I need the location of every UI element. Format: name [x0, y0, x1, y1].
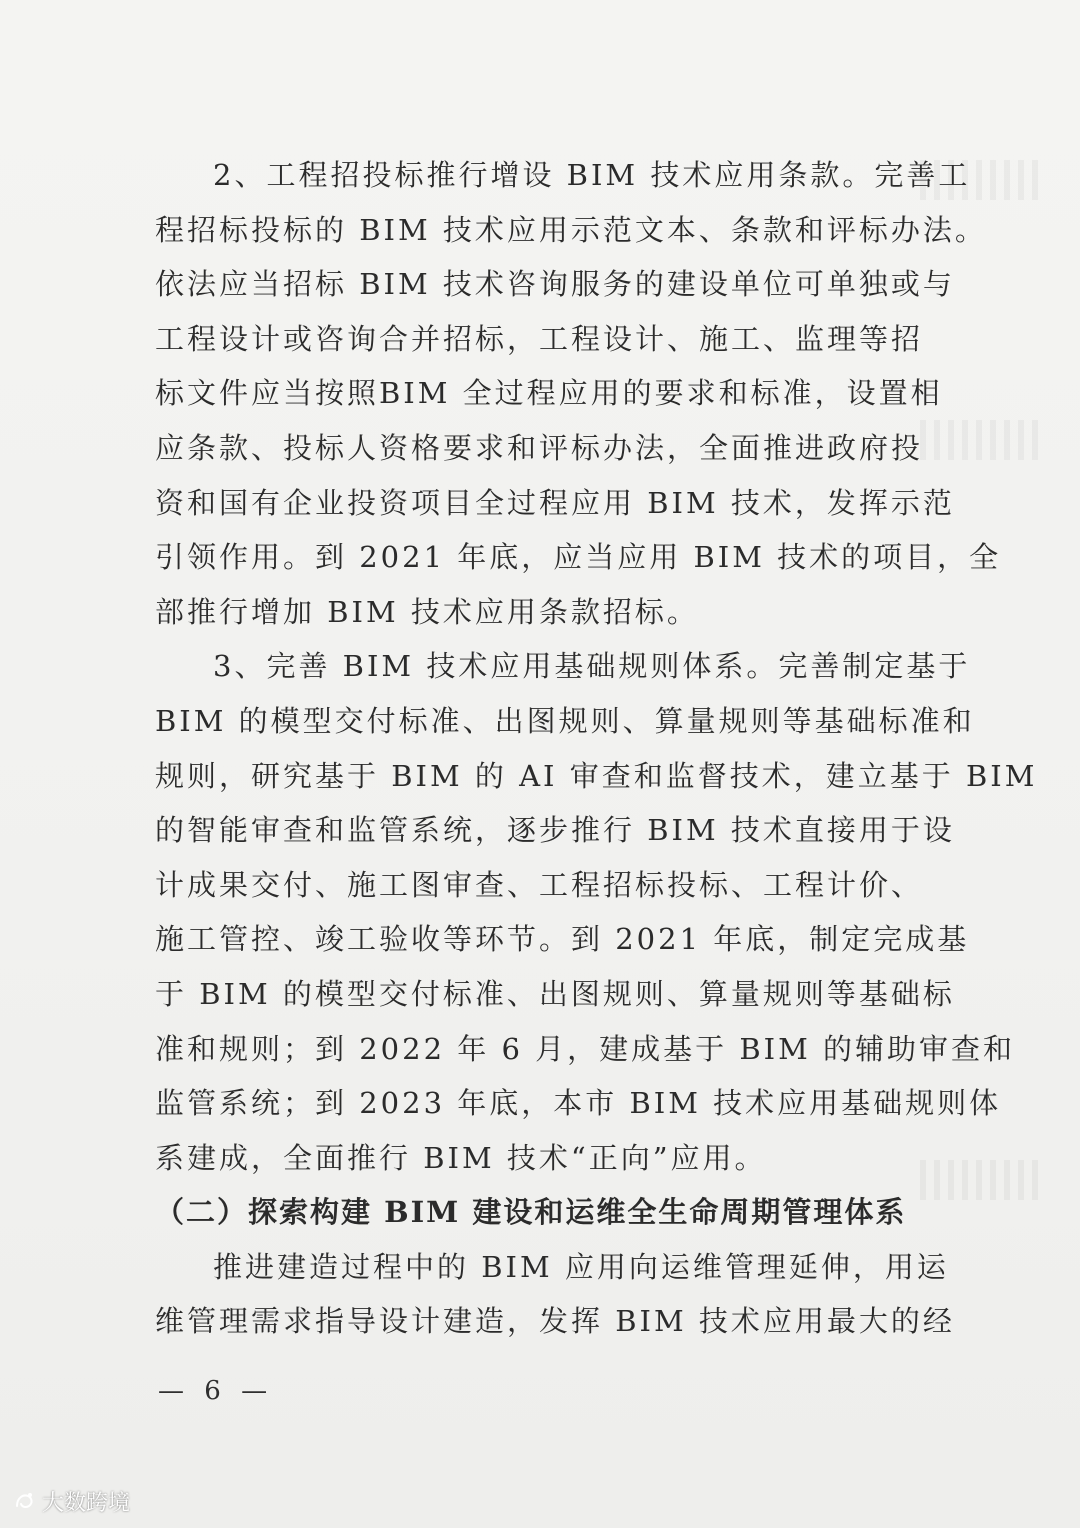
page-number: — 6 — [158, 1376, 274, 1406]
paragraph-line: 规则，研究基于 BIM 的 AI 审查和监督技术，建立基于 BIM [155, 758, 1038, 793]
logo-icon [14, 1490, 36, 1512]
paragraph-line: 引领作用。到 2021 年底，应当应用 BIM 技术的项目，全 [155, 540, 1002, 575]
watermark [14, 1486, 130, 1516]
bleed-through-mark [920, 1160, 1040, 1200]
paragraph-line: 的智能审查和监管系统，逐步推行 BIM 技术直接用于设 [155, 813, 955, 848]
paragraph-line: 2、工程招投标推行增设 BIM 技术应用条款。完善工 [213, 158, 971, 192]
paragraph-line: 标文件应当按照BIM 全过程应用的要求和标准，设置相 [155, 376, 943, 411]
document-body [155, 148, 1038, 1349]
paragraph-line: 应条款、投标人资格要求和评标办法，全面推进政府投 [155, 430, 924, 465]
paragraph-line: 工程设计或咨询合并招标，工程设计、施工、监理等招 [155, 321, 924, 356]
paragraph-line: 监管系统；到 2023 年底，本市 BIM 技术应用基础规则体 [155, 1086, 1002, 1121]
paragraph-line: 于 BIM 的模型交付标准、出图规则、算量规则等基础标 [155, 976, 955, 1011]
paragraph-line: 计成果交付、施工图审查、工程招标投标、工程计价、 [155, 867, 924, 902]
watermark-text: 大数跨境 [42, 1490, 131, 1516]
paragraph-line: 推进建造过程中的 BIM 应用向运维管理延伸，用运 [213, 1249, 949, 1284]
paragraph-line: 准和规则；到 2022 年 6 月，建成基于 BIM 的辅助审查和 [155, 1031, 1016, 1066]
paragraph-line: 依法应当招标 BIM 技术咨询服务的建设单位可单独或与 [155, 267, 955, 302]
paragraph-line: BIM 的模型交付标准、出图规则、算量规则等基础标准和 [155, 703, 975, 738]
paragraph-line: 程招标投标的 BIM 技术应用示范文本、条款和评标办法。 [155, 212, 987, 247]
paragraph-line: 资和国有企业投资项目全过程应用 BIM 技术，发挥示范 [155, 485, 955, 520]
paragraph-line: 系建成，全面推行 BIM 技术“正向”应用。 [155, 1140, 767, 1175]
paragraph-line: 3、完善 BIM 技术应用基础规则体系。完善制定基于 [213, 649, 971, 684]
paragraph-line: 部推行增加 BIM 技术应用条款招标。 [155, 594, 699, 629]
paragraph-line: 维管理需求指导设计建造，发挥 BIM 技术应用最大的经 [155, 1304, 955, 1339]
section-heading: （二）探索构建 BIM 建设和运维全生命周期管理体系 [155, 1195, 907, 1230]
paragraph-line: 施工管控、竣工验收等环节。到 2021 年底，制定完成基 [155, 922, 970, 957]
bleed-through-mark [920, 420, 1040, 460]
